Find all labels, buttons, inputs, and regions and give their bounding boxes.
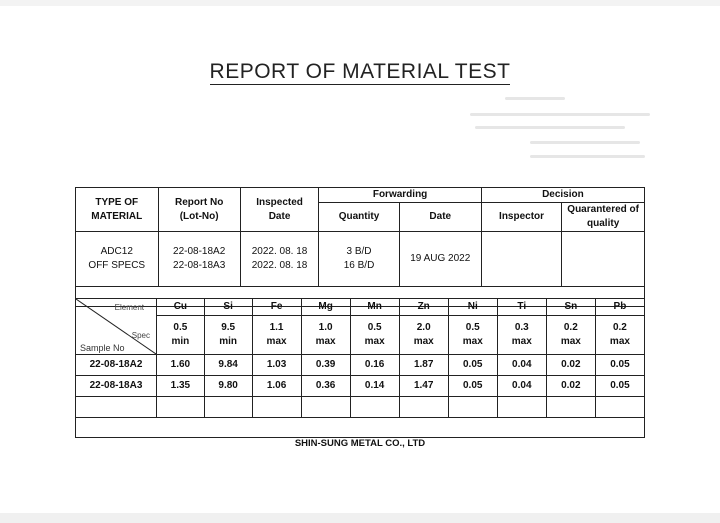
- sample-no-label: Sample No: [80, 343, 125, 353]
- report-no-header: Report No (Lot-No): [158, 188, 240, 232]
- value-cell: 0.05: [448, 355, 497, 376]
- element-header: Fe: [252, 299, 301, 316]
- report-no-cell: 22-08-18A2 22-08-18A3: [158, 232, 240, 287]
- bottom-border-band: [0, 513, 720, 523]
- sample-no-cell: 22-08-18A3: [76, 376, 157, 397]
- value-cell: 0.16: [350, 355, 399, 376]
- value-cell: 1.03: [252, 355, 301, 376]
- spec-cell: 9.5 min: [204, 315, 252, 354]
- material-cell: ADC12 OFF SPECS: [76, 232, 159, 287]
- value-cell: 9.84: [204, 355, 252, 376]
- inspected-date-cell: 2022. 08. 18 2022. 08. 18: [240, 232, 319, 287]
- element-header: Mn: [350, 299, 399, 316]
- value-cell: 1.06: [252, 376, 301, 397]
- spec-row: [76, 315, 645, 354]
- spec-cell: 0.2 max: [546, 315, 595, 354]
- company-name: SHIN-SUNG METAL CO., LTD: [294, 438, 426, 449]
- erased-mark: [470, 113, 650, 116]
- erased-mark: [505, 97, 565, 100]
- element-header: Ti: [497, 299, 546, 316]
- report-title: REPORT OF MATERIAL TEST: [209, 60, 511, 83]
- type-of-material-header: TYPE OF MATERIAL: [76, 188, 159, 232]
- empty-row: [76, 418, 645, 438]
- forward-date-cell: 19 AUG 2022: [399, 232, 481, 287]
- guarantee-header: Quarantered of quality: [562, 203, 645, 232]
- value-cell: 0.02: [546, 355, 595, 376]
- value-cell: 9.80: [204, 376, 252, 397]
- value-cell: 0.05: [448, 376, 497, 397]
- composition-table: [75, 298, 645, 438]
- element-header: Mg: [301, 299, 350, 316]
- value-cell: 0.39: [301, 355, 350, 376]
- table-row: [76, 355, 645, 376]
- summary-table: [75, 187, 645, 307]
- value-cell: 0.04: [497, 355, 546, 376]
- spec-cell: 0.3 max: [497, 315, 546, 354]
- inspected-date-header: Inspected Date: [240, 188, 319, 232]
- element-label: Element: [114, 303, 144, 312]
- element-header: Cu: [157, 299, 205, 316]
- spec-label: Spec: [131, 331, 150, 340]
- value-cell: 1.47: [399, 376, 448, 397]
- value-cell: 1.35: [157, 376, 205, 397]
- element-header: Ni: [448, 299, 497, 316]
- element-header: Sn: [546, 299, 595, 316]
- guarantee-cell: [562, 232, 645, 287]
- spec-cell: 1.0 max: [301, 315, 350, 354]
- empty-row: [76, 397, 645, 418]
- diagonal-header-cell: [76, 299, 157, 355]
- date-header: Date: [399, 203, 481, 232]
- quantity-header: Quantity: [319, 203, 399, 232]
- spec-cell: 0.5 min: [157, 315, 205, 354]
- value-cell: 0.05: [595, 376, 644, 397]
- value-cell: 1.87: [399, 355, 448, 376]
- element-header: Si: [204, 299, 252, 316]
- inspector-cell: [481, 232, 561, 287]
- spec-cell: 1.1 max: [252, 315, 301, 354]
- top-border-band: [0, 0, 720, 6]
- value-cell: 0.04: [497, 376, 546, 397]
- value-cell: 0.02: [546, 376, 595, 397]
- spec-cell: 0.2 max: [595, 315, 644, 354]
- value-cell: 1.60: [157, 355, 205, 376]
- erased-mark: [530, 155, 645, 158]
- quantity-cell: 3 B/D 16 B/D: [319, 232, 399, 287]
- erased-mark: [530, 141, 640, 144]
- value-cell: 0.05: [595, 355, 644, 376]
- inspector-header: Inspector: [481, 203, 561, 232]
- erased-mark: [475, 126, 625, 129]
- decision-header: Decision: [481, 188, 644, 203]
- value-cell: 0.36: [301, 376, 350, 397]
- value-cell: 0.14: [350, 376, 399, 397]
- element-header: Pb: [595, 299, 644, 316]
- table-row: [76, 376, 645, 397]
- spec-cell: 0.5 max: [448, 315, 497, 354]
- spec-cell: 2.0 max: [399, 315, 448, 354]
- forwarding-header: Forwarding: [319, 188, 482, 203]
- spec-cell: 0.5 max: [350, 315, 399, 354]
- element-header: Zn: [399, 299, 448, 316]
- sample-no-cell: 22-08-18A2: [76, 355, 157, 376]
